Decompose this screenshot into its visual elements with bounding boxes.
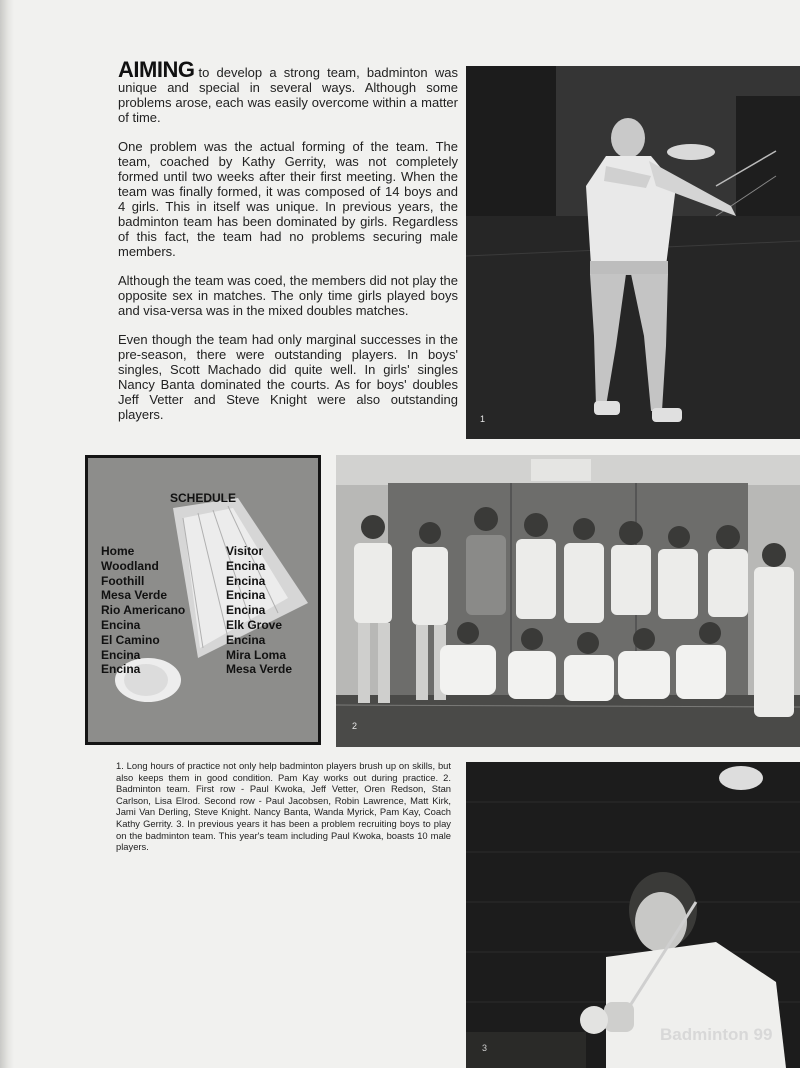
schedule-visitor-item: Encina <box>226 632 266 647</box>
photo-captions: 1. Long hours of practice not only help badminton players brush up on skills, but also keeps them in good condition. Pam Kay works out during practice. 2. Badminton team. First row - Paul Kwoka, Jeff Vetter, Oren Redson, Stan Carlson, Lisa Elrod. Second row - Paul Jacobsen, Robin Lawrence, Matt Kirk, Jami Van Derling, Steve Knight. Nancy Banta, Wanda Myrick, Pam Kay, Coach Kathy Gerrity. 3. In previous years it has been a problem recruiting boys to play on the badminton team. This year's team including Paul Kwoka, boasts 10 male players. <box>116 760 451 853</box>
page-spine-shadow <box>0 0 14 1068</box>
schedule-home-item: Encina <box>101 662 141 677</box>
schedule-home-item: Foothill <box>101 573 145 588</box>
schedule-visitor-item: Mesa Verde <box>226 662 293 677</box>
schedule-home-item: Mesa Verde <box>101 588 168 603</box>
page-footer-title: Badminton 99 <box>660 1025 773 1044</box>
schedule-box <box>85 455 321 745</box>
article-paragraph-1 <box>118 57 458 125</box>
schedule-home-item: Encina <box>101 617 141 632</box>
schedule-visitor-item: Encina <box>226 573 266 588</box>
lead-word: AIMING <box>118 57 195 82</box>
article-body <box>118 57 458 436</box>
schedule-home-header: Home <box>101 544 135 558</box>
photo-number-1: 1 <box>480 414 486 424</box>
schedule-visitor-item: Encina <box>226 603 266 618</box>
schedule-visitor-item: Mira Loma <box>226 647 287 662</box>
schedule-home-item: Rio Americano <box>101 603 186 618</box>
article-paragraph-2: One problem was the actual forming of the team. The team, coached by Kathy Gerrity, was not completely formed until two weeks after their first meeting. When the team was finally formed, it was composed of 14 boys and 4 girls. This in itself was unique. In previous years, the badminton team has been dominated by girls. Regardless of this fact, the team had no problems securing male members. <box>118 139 458 259</box>
schedule-visitor-item: Encina <box>226 558 266 573</box>
photo-team-group <box>336 455 800 747</box>
photo-practice-swing <box>466 66 800 439</box>
schedule-title: SCHEDULE <box>169 491 236 505</box>
schedule-visitor-item: Encina <box>226 588 266 603</box>
schedule-home-item: El Camino <box>101 632 160 647</box>
schedule-visitor-header: Visitor <box>226 544 264 558</box>
article-paragraph-3: Although the team was coed, the members did not play the opposite sex in matches. The only time girls played boys and visa-versa was in the mixed doubles matches. <box>118 273 458 318</box>
schedule-visitor-column <box>226 544 292 677</box>
article-paragraph-4: Even though the team had only marginal successes in the pre-season, there were outstanding players. In boys' singles, Scott Machado did quite well. In girls' singles Nancy Banta dominated the courts. As for boys' doubles Jeff Vetter and Steve Knight were also outstanding players. <box>118 332 458 422</box>
photo-number-3: 3 <box>482 1043 488 1053</box>
schedule-home-item: Encina <box>101 647 141 662</box>
photo-player-closeup <box>466 762 800 1068</box>
schedule-home-item: Woodland <box>101 558 159 573</box>
schedule-home-column <box>101 544 185 677</box>
article-paragraph-1-text: to develop a strong team, badminton was unique and special in several ways. Although some problems arose, each was easily overcome within a matter of time. <box>118 65 458 125</box>
schedule-visitor-item: Elk Grove <box>226 617 283 632</box>
photo-number-2: 2 <box>352 721 358 731</box>
